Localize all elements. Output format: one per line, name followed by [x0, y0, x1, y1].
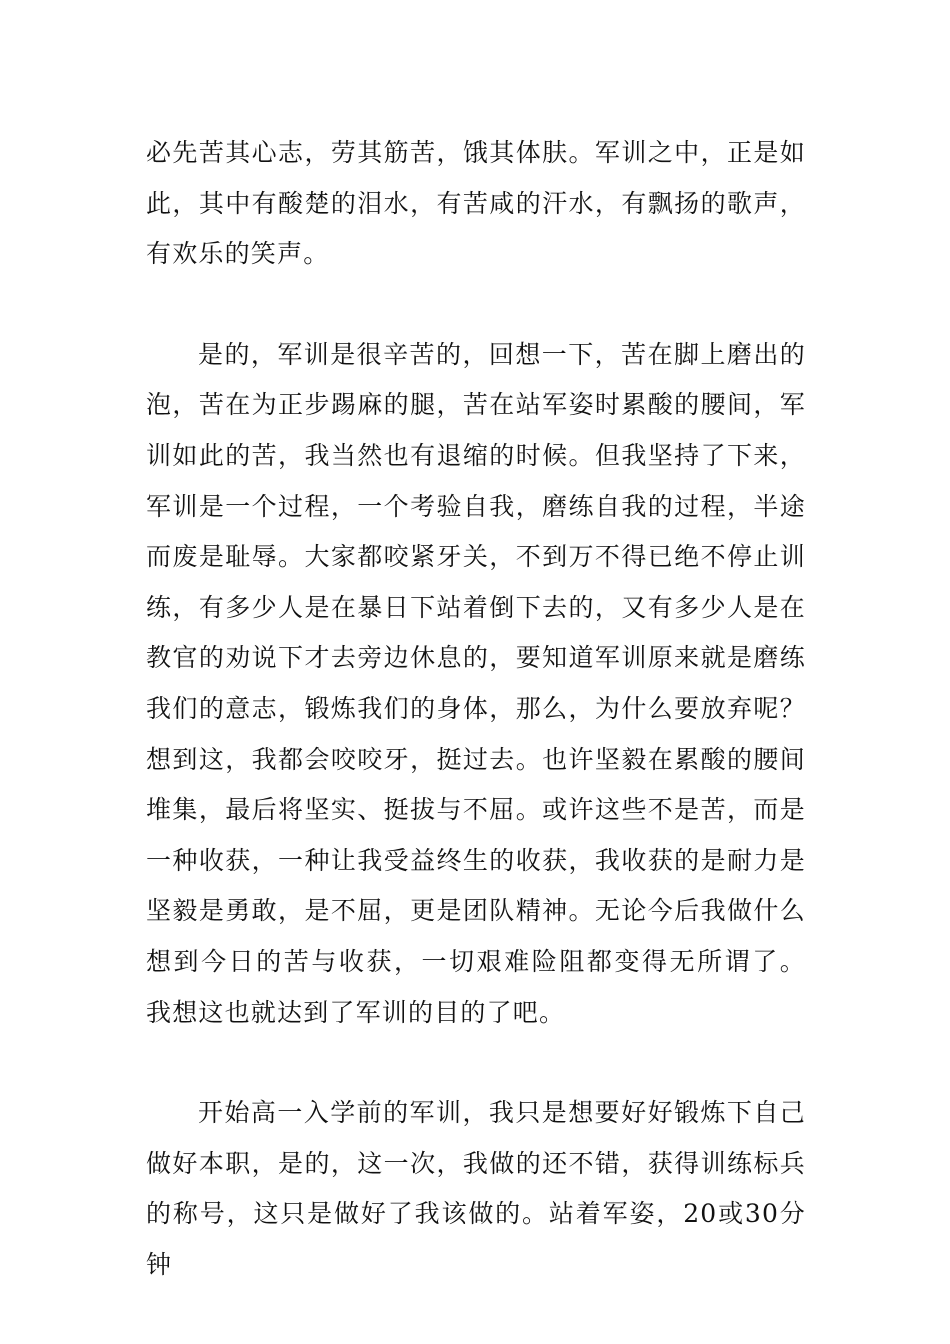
- paragraph-1: 必先苦其心志，劳其筋苦，饿其体肤。军训之中，正是如此，其中有酸楚的泪水，有苦咸的汗水，有飘扬的歌声，有欢乐的笑声。: [146, 138, 806, 269]
- paragraph-2: 是的，军训是很辛苦的，回想一下，苦在脚上磨出的泡，苦在为正步踢麻的腿，苦在站军姿时累酸的腰间，军训如此的苦，我当然也有退缩的时候。但我坚持了下来，军训是一个过程，一个考验自我，磨练自我的过程，半途而废是耻辱。大家都咬紧牙关，不到万不得已绝不停止训练，有多少人是在暴日下站着倒下去的，又有多少人是在教官的劝说下才去旁边休息的，要知道军训原来就是磨练我们的意志，锻炼我们的身体，那么，为什么要放弃呢？想到这，我都会咬咬牙，挺过去。也许坚毅在累酸的腰间堆集，最后将坚实、挺拔与不屈。或许这些不是苦，而是一种收获，一种让我受益终生的收获，我收获的是耐力是坚毅是勇敢，是不屈，更是团队精神。无论今后我做什么想到今日的苦与收获，一切艰难险阻都变得无所谓了。 我想这也就达到了军训的目的了吧。: [146, 339, 816, 1027]
- paragraph-gap: [146, 1038, 806, 1088]
- paragraph-3: 开始高一入学前的军训，我只是想要好好锻炼下自己做好本职，是的，这一次，我做的还不错，获得训练标兵的称号，这只是做好了我该做的。站着军姿，20或30分钟: [146, 1098, 806, 1279]
- paragraph-gap: [146, 280, 806, 330]
- document-page: [146, 128, 816, 1290]
